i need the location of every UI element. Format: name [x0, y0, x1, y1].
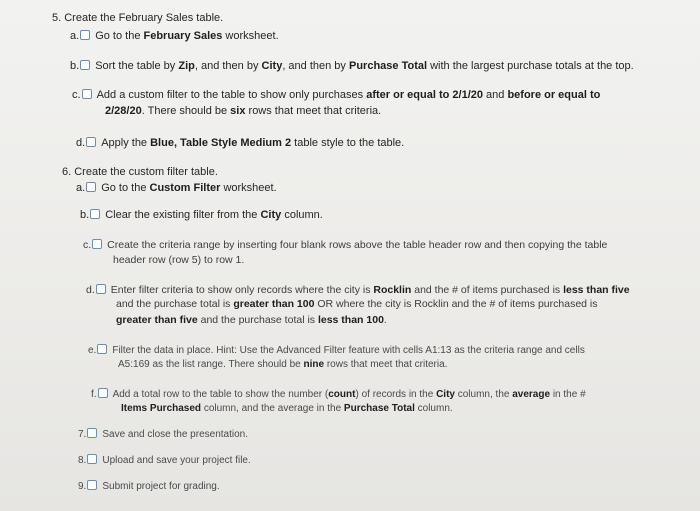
step-6c: c. Create the criteria range by inserting four blank rows above the table header row and then copying the table [83, 239, 608, 251]
step-8-checkbox[interactable] [87, 454, 97, 464]
step-9-checkbox[interactable] [87, 480, 97, 490]
step-7: 7. Save and close the presentation. [78, 429, 248, 440]
step-6d-cont2: greater than five and the purchase total is less than 100. [116, 314, 387, 326]
step-5c-cont: 2/28/20. There should be six rows that meet that criteria. [105, 105, 382, 117]
step-5a-checkbox[interactable] [80, 30, 90, 40]
step-9: 9. Submit project for grading. [78, 481, 220, 492]
step-6e-checkbox[interactable] [97, 344, 107, 354]
step-6c-cont: header row (row 5) to row 1. [113, 254, 245, 266]
step-6d-cont1: and the purchase total is greater than 100 OR where the city is Rocklin and the # of items purchased is [116, 298, 598, 310]
step-5c: c. Add a custom filter to the table to show only purchases after or equal to 2/1/20 and before or equal to [72, 89, 601, 101]
step-6d-checkbox[interactable] [96, 284, 106, 294]
step-6f-cont: Items Purchased column, and the average in the Purchase Total column. [121, 403, 453, 414]
step-5b-checkbox[interactable] [80, 60, 90, 70]
step-5d-checkbox[interactable] [86, 137, 96, 147]
step-5a: a. Go to the February Sales worksheet. [70, 30, 279, 42]
step-6e-cont: A5:169 as the list range. There should be nine rows that meet that criteria. [118, 359, 448, 370]
step-6f: f. Add a total row to the table to show the number (count) of records in the City column, the average in the # [91, 389, 586, 400]
step-6a: a. Go to the Custom Filter worksheet. [76, 182, 277, 194]
step-5d: d. Apply the Blue, Table Style Medium 2 table style to the table. [76, 137, 405, 149]
step-6e: e. Filter the data in place. Hint: Use the Advanced Filter feature with cells A1:13 as the criteria range and cells [88, 345, 585, 356]
step-5b: b. Sort the table by Zip, and then by City, and then by Purchase Total with the largest purchase totals at the top. [70, 60, 634, 72]
step-6d: d. Enter filter criteria to show only records where the city is Rocklin and the # of items purchased is less than five [86, 284, 630, 296]
step-8: 8. Upload and save your project file. [78, 455, 251, 466]
step-6a-checkbox[interactable] [86, 182, 96, 192]
step-6c-checkbox[interactable] [92, 239, 102, 249]
step-6-title: 6. Create the custom filter table. [62, 166, 218, 178]
step-6b-checkbox[interactable] [90, 209, 100, 219]
step-5c-checkbox[interactable] [82, 89, 92, 99]
step-6b: b. Clear the existing filter from the City column. [80, 209, 323, 221]
step-7-checkbox[interactable] [87, 428, 97, 438]
step-5-title: 5. Create the February Sales table. [52, 12, 224, 24]
step-6f-checkbox[interactable] [98, 388, 108, 398]
